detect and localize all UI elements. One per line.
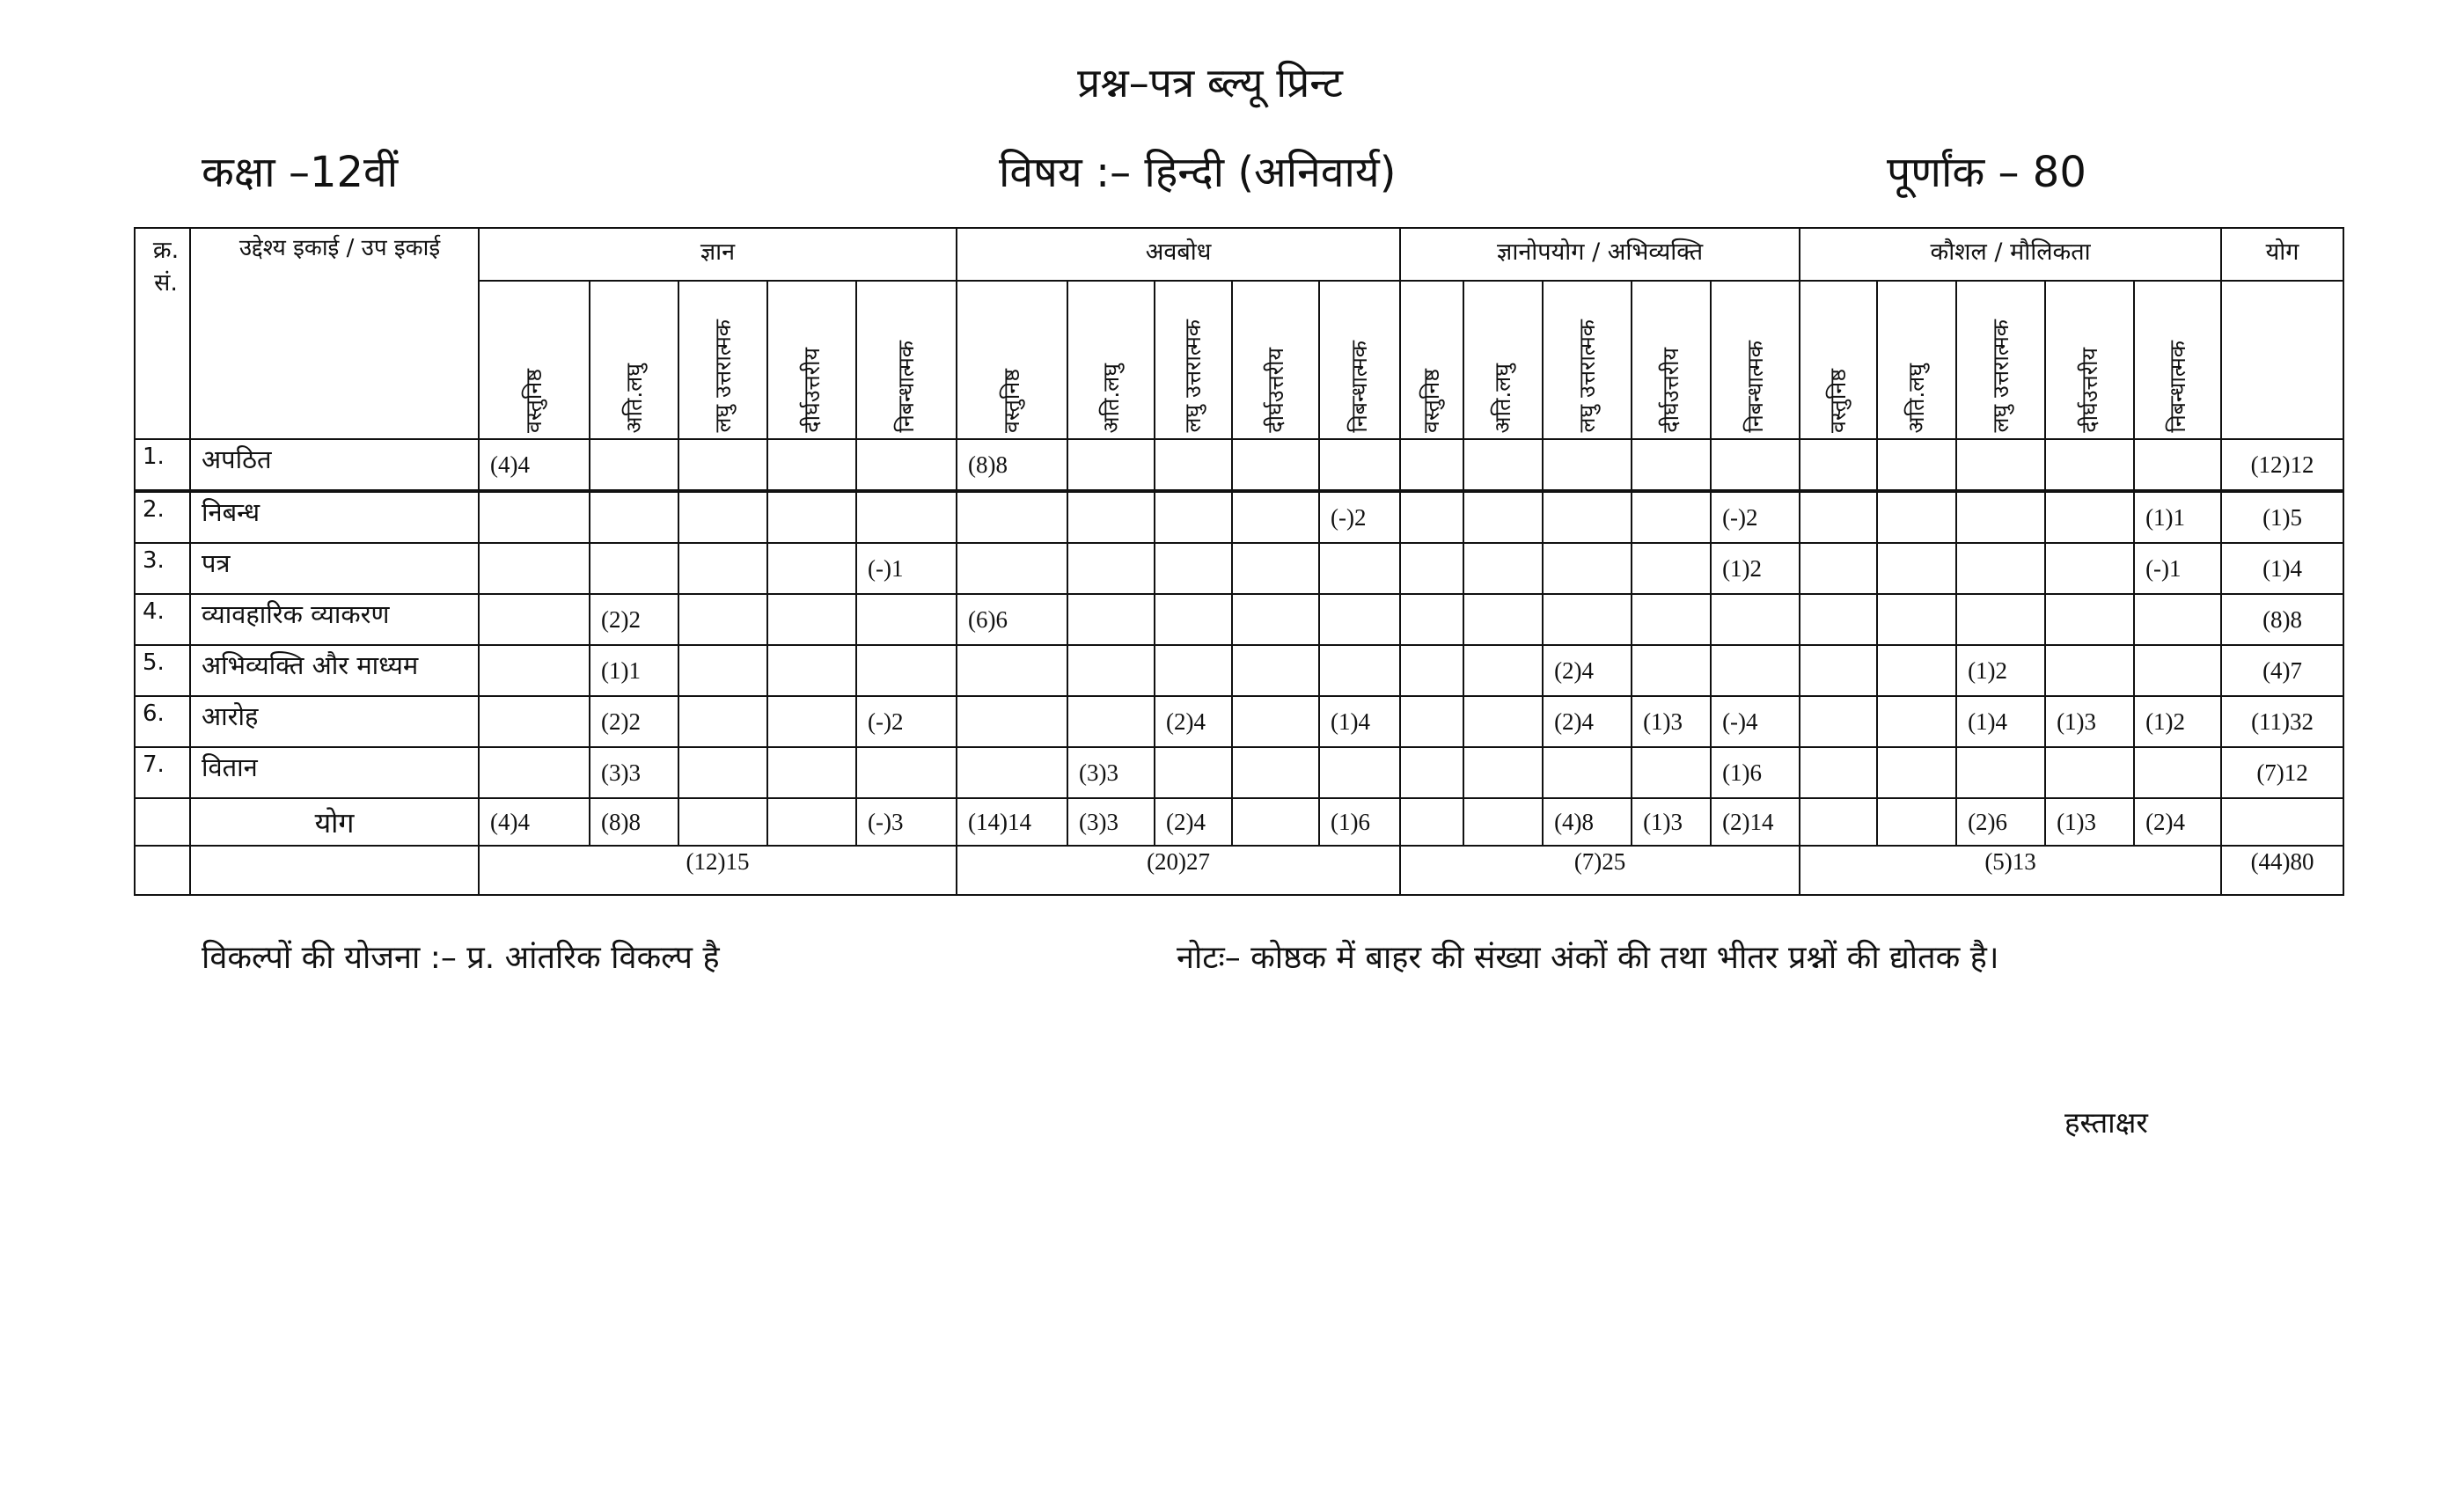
marks-cell: (1)4 — [1319, 696, 1400, 747]
subheader-label: वस्तुनिष्ठ — [999, 369, 1025, 433]
grand-total: (44)80 — [2221, 846, 2343, 895]
marks-cell — [678, 439, 767, 491]
subheader-cell — [1711, 281, 1800, 439]
total-marks-cell: (8)8 — [590, 798, 678, 846]
marks-cell — [1463, 594, 1543, 645]
marks-cell — [1319, 645, 1400, 696]
marks-cell — [479, 747, 590, 798]
subheader-cell — [1877, 281, 1956, 439]
marks-cell — [2045, 645, 2134, 696]
table-row — [135, 747, 2343, 798]
marks-cell: (2)4 — [1543, 645, 1632, 696]
unit-name: अपठित — [190, 439, 479, 491]
subheader-label: अति.लघु — [1490, 363, 1516, 433]
marks-cell — [1800, 645, 1877, 696]
total-subheader-cell — [2221, 281, 2343, 439]
marks-cell: (1)1 — [590, 645, 678, 696]
marks-cell — [2134, 645, 2221, 696]
unit-name: आरोह — [190, 696, 479, 747]
marks-cell — [1232, 645, 1319, 696]
marks-cell — [1067, 696, 1155, 747]
unit-name: निबन्ध — [190, 491, 479, 543]
marks-cell — [1711, 645, 1800, 696]
marks-cell — [1232, 747, 1319, 798]
serial-number: 7. — [135, 747, 190, 798]
marks-cell — [1877, 696, 1956, 747]
total-marks-cell: (2)4 — [1155, 798, 1232, 846]
row-total: (7)12 — [2221, 747, 2343, 798]
total-marks-cell: (4)4 — [479, 798, 590, 846]
marks-cell — [1711, 439, 1800, 491]
marks-cell — [2045, 594, 2134, 645]
marks-cell: (2)4 — [1543, 696, 1632, 747]
marks-cell — [1400, 696, 1463, 747]
marks-cell: (-)1 — [2134, 543, 2221, 594]
marks-cell: (3)3 — [590, 747, 678, 798]
subheader-label: अति.लघु — [1097, 363, 1124, 433]
total-marks-cell — [1800, 798, 1877, 846]
marks-cell — [1877, 543, 1956, 594]
subheader-cell — [1956, 281, 2045, 439]
marks-cell: (1)6 — [1711, 747, 1800, 798]
marks-cell — [678, 696, 767, 747]
table-row — [135, 594, 2343, 645]
empty-cell — [135, 846, 190, 895]
subheader-cell — [1632, 281, 1711, 439]
marks-cell: (1)4 — [1956, 696, 2045, 747]
marks-cell — [957, 491, 1067, 543]
subheader-label: दीर्घउत्तरीय — [2076, 348, 2102, 433]
marks-cell — [1232, 439, 1319, 491]
group-header-avbodh: अवबोध — [957, 228, 1400, 281]
subheader-label: लघु उत्तरात्मक — [1987, 319, 2013, 433]
subheader-cell — [856, 281, 957, 439]
options-scheme: विकल्पों की योजना :– प्र. आंतरिक विकल्प है — [202, 940, 720, 976]
marks-cell — [1463, 491, 1543, 543]
marks-cell: (3)3 — [1067, 747, 1155, 798]
subheader-label: वस्तुनिष्ठ — [521, 369, 546, 433]
marks-cell — [1232, 543, 1319, 594]
subheader-cell — [1155, 281, 1232, 439]
subheader-cell — [1232, 281, 1319, 439]
marks-cell — [590, 439, 678, 491]
marks-cell: (2)2 — [590, 696, 678, 747]
total-marks-cell: (3)3 — [1067, 798, 1155, 846]
row-total: (11)32 — [2221, 696, 2343, 747]
marks-cell — [2134, 439, 2221, 491]
marks-cell — [1632, 491, 1711, 543]
row-total: (4)7 — [2221, 645, 2343, 696]
total-row-label: योग — [190, 798, 479, 846]
blueprint-table — [134, 227, 2344, 896]
row-total: (1)4 — [2221, 543, 2343, 594]
subheader-cell — [678, 281, 767, 439]
marks-cell — [856, 439, 957, 491]
subheader-cell — [1463, 281, 1543, 439]
marks-cell: (1)3 — [1632, 696, 1711, 747]
subheader-label: दीर्घउत्तरीय — [1262, 348, 1288, 433]
marks-cell — [1400, 747, 1463, 798]
subheader-label: लघु उत्तरात्मक — [1180, 319, 1206, 433]
marks-cell — [678, 543, 767, 594]
marks-cell — [1956, 543, 2045, 594]
marks-cell: (1)2 — [1956, 645, 2045, 696]
signature-label: हस्ताक्षर — [2064, 1105, 2148, 1140]
marks-cell — [1956, 594, 2045, 645]
marks-cell — [1067, 543, 1155, 594]
marks-cell — [1067, 491, 1155, 543]
marks-cell — [1155, 747, 1232, 798]
marks-cell: (6)6 — [957, 594, 1067, 645]
marks-cell — [1800, 696, 1877, 747]
total-marks-cell: (1)3 — [1632, 798, 1711, 846]
subject-label: विषय :– हिन्दी (अनिवार्य) — [999, 148, 1397, 197]
marks-cell — [1632, 439, 1711, 491]
marks-cell — [678, 747, 767, 798]
subheader-label: वस्तुनिष्ठ — [1419, 369, 1445, 433]
marks-cell — [1155, 645, 1232, 696]
subheader-label: लघु उत्तरात्मक — [709, 319, 736, 433]
subheader-label: निबन्धात्मक — [1742, 341, 1768, 433]
marks-cell — [1800, 439, 1877, 491]
subheader-label: अति.लघु — [620, 363, 647, 433]
row-total: (12)12 — [2221, 439, 2343, 491]
marks-cell — [1463, 696, 1543, 747]
page-title: प्रश्न–पत्र ब्ल्यू प्रिन्ट — [1077, 59, 1343, 106]
marks-cell — [1463, 439, 1543, 491]
marks-cell — [2134, 747, 2221, 798]
marks-cell — [1400, 439, 1463, 491]
total-marks-cell — [1877, 798, 1956, 846]
marks-cell — [678, 645, 767, 696]
total-serial-empty — [135, 798, 190, 846]
unit-name: वितान — [190, 747, 479, 798]
subheader-cell — [957, 281, 1067, 439]
marks-cell: (-)4 — [1711, 696, 1800, 747]
table-row — [135, 491, 2343, 543]
marks-cell — [1463, 543, 1543, 594]
marks-cell: (1)2 — [2134, 696, 2221, 747]
marks-cell — [1543, 594, 1632, 645]
total-marks-cell: (2)14 — [1711, 798, 1800, 846]
marks-cell — [1463, 747, 1543, 798]
marks-cell — [1543, 747, 1632, 798]
total-marks-cell — [767, 798, 856, 846]
subheader-cell — [1800, 281, 1877, 439]
unit-name: पत्र — [190, 543, 479, 594]
group-header-gyan: ज्ञान — [479, 228, 957, 281]
table-row — [135, 439, 2343, 491]
serial-header: क्र. सं. — [135, 228, 190, 439]
marks-cell: (-)2 — [856, 696, 957, 747]
marks-cell — [2045, 439, 2134, 491]
table-row — [135, 543, 2343, 594]
marks-cell — [590, 543, 678, 594]
marks-cell — [767, 696, 856, 747]
marks-cell — [1800, 594, 1877, 645]
marks-cell — [957, 747, 1067, 798]
subheader-cell — [479, 281, 590, 439]
marks-cell — [1800, 491, 1877, 543]
marks-cell — [479, 543, 590, 594]
serial-number: 4. — [135, 594, 190, 645]
subheader-label: निबन्धात्मक — [2164, 341, 2190, 433]
marks-cell: (1)3 — [2045, 696, 2134, 747]
subheader-cell — [1067, 281, 1155, 439]
marks-cell: (-)2 — [1319, 491, 1400, 543]
marks-cell: (-)2 — [1711, 491, 1800, 543]
marks-cell — [1155, 439, 1232, 491]
marks-cell — [1232, 594, 1319, 645]
marks-cell — [1956, 491, 2045, 543]
total-marks-cell: (-)3 — [856, 798, 957, 846]
marks-cell: (1)1 — [2134, 491, 2221, 543]
note-text: नोटः– कोष्ठक में बाहर की संख्या अंकों की तथा भीतर प्रश्नों की द्योतक है। — [1177, 940, 1999, 976]
marks-cell — [1463, 645, 1543, 696]
marks-cell: (-)1 — [856, 543, 957, 594]
subheader-cell — [1543, 281, 1632, 439]
marks-cell — [767, 645, 856, 696]
marks-cell — [479, 645, 590, 696]
marks-cell — [1956, 439, 2045, 491]
unit-header: उद्देश्य इकाई / उप इकाई — [190, 228, 479, 439]
marks-cell — [856, 645, 957, 696]
empty-cell — [190, 846, 479, 895]
total-marks-cell: (2)4 — [2134, 798, 2221, 846]
marks-cell — [1067, 645, 1155, 696]
marks-cell — [1319, 747, 1400, 798]
table-row — [135, 645, 2343, 696]
total-marks-cell — [678, 798, 767, 846]
marks-cell — [1877, 594, 1956, 645]
total-marks-cell: (2)6 — [1956, 798, 2045, 846]
marks-cell — [1632, 543, 1711, 594]
subheader-label: वस्तुनिष्ठ — [1825, 369, 1852, 433]
unit-name: अभिव्यक्ति और माध्यम — [190, 645, 479, 696]
group-header-row — [135, 228, 2343, 281]
marks-cell — [2045, 491, 2134, 543]
marks-cell — [1543, 439, 1632, 491]
total-header: योग — [2221, 228, 2343, 281]
group-total: (20)27 — [957, 846, 1400, 895]
marks-cell — [957, 645, 1067, 696]
marks-cell — [1400, 645, 1463, 696]
marks-cell — [767, 594, 856, 645]
marks-cell — [767, 747, 856, 798]
serial-number: 2. — [135, 491, 190, 543]
marks-cell — [678, 491, 767, 543]
marks-cell — [1067, 594, 1155, 645]
marks-cell — [1632, 747, 1711, 798]
unit-name: व्यावहारिक व्याकरण — [190, 594, 479, 645]
marks-cell — [1400, 491, 1463, 543]
group-header-gyanopyog: ज्ञानोपयोग / अभिव्यक्ति — [1400, 228, 1800, 281]
subheader-cell — [2134, 281, 2221, 439]
total-marks-cell — [1400, 798, 1463, 846]
marks-cell — [1543, 543, 1632, 594]
marks-cell — [1319, 439, 1400, 491]
marks-cell — [1155, 491, 1232, 543]
marks-cell — [1877, 747, 1956, 798]
marks-cell: (2)2 — [590, 594, 678, 645]
marks-cell: (4)4 — [479, 439, 590, 491]
serial-number: 1. — [135, 439, 190, 491]
subheader-cell — [767, 281, 856, 439]
total-marks-cell — [2221, 798, 2343, 846]
marks-cell — [1232, 491, 1319, 543]
subheader-cell — [2045, 281, 2134, 439]
marks-cell — [1067, 439, 1155, 491]
subheader-cell — [1319, 281, 1400, 439]
marks-cell — [1155, 543, 1232, 594]
marks-cell — [2045, 543, 2134, 594]
marks-cell — [678, 594, 767, 645]
marks-cell: (1)2 — [1711, 543, 1800, 594]
serial-number: 6. — [135, 696, 190, 747]
marks-cell — [957, 696, 1067, 747]
marks-cell — [1632, 594, 1711, 645]
marks-cell — [590, 491, 678, 543]
group-total: (7)25 — [1400, 846, 1800, 895]
marks-cell: (8)8 — [957, 439, 1067, 491]
marks-cell — [1632, 645, 1711, 696]
marks-cell — [1155, 594, 1232, 645]
total-marks-cell — [1232, 798, 1319, 846]
marks-cell — [767, 543, 856, 594]
group-header-kaushal: कौशल / मौलिकता — [1800, 228, 2221, 281]
group-total: (12)15 — [479, 846, 957, 895]
marks-cell — [767, 491, 856, 543]
subheader-label: दीर्घउत्तरीय — [798, 348, 825, 433]
subheader-label: निबन्धात्मक — [893, 341, 920, 433]
subheader-cell — [1400, 281, 1463, 439]
marks-cell — [1877, 439, 1956, 491]
group-total: (5)13 — [1800, 846, 2221, 895]
total-marks-cell: (14)14 — [957, 798, 1067, 846]
max-marks-label: पूर्णांक – 80 — [1887, 148, 2086, 197]
marks-cell — [1400, 594, 1463, 645]
total-marks-cell — [1463, 798, 1543, 846]
subheader-label: अति.लघु — [1903, 363, 1930, 433]
marks-cell — [1319, 543, 1400, 594]
group-total-row — [135, 846, 2343, 895]
total-row — [135, 798, 2343, 846]
marks-cell — [479, 696, 590, 747]
marks-cell — [856, 594, 957, 645]
marks-cell — [479, 594, 590, 645]
marks-cell — [1319, 594, 1400, 645]
serial-number: 3. — [135, 543, 190, 594]
marks-cell — [1800, 747, 1877, 798]
total-marks-cell: (4)8 — [1543, 798, 1632, 846]
marks-cell — [1877, 645, 1956, 696]
marks-cell — [1800, 543, 1877, 594]
subheader-label: निबन्धात्मक — [1346, 341, 1373, 433]
row-total: (1)5 — [2221, 491, 2343, 543]
marks-cell — [1543, 491, 1632, 543]
marks-cell — [767, 439, 856, 491]
marks-cell — [1232, 696, 1319, 747]
marks-cell — [1956, 747, 2045, 798]
marks-cell — [2045, 747, 2134, 798]
marks-cell: (2)4 — [1155, 696, 1232, 747]
marks-cell — [2134, 594, 2221, 645]
total-marks-cell: (1)6 — [1319, 798, 1400, 846]
marks-cell — [856, 747, 957, 798]
subheader-cell — [590, 281, 678, 439]
class-label: कक्षा –12वीं — [202, 148, 399, 197]
marks-cell — [1400, 543, 1463, 594]
marks-cell — [479, 491, 590, 543]
serial-number: 5. — [135, 645, 190, 696]
marks-cell — [856, 491, 957, 543]
total-marks-cell: (1)3 — [2045, 798, 2134, 846]
marks-cell — [1711, 594, 1800, 645]
table-row — [135, 696, 2343, 747]
subheader-label: लघु उत्तरात्मक — [1573, 319, 1600, 433]
marks-cell — [957, 543, 1067, 594]
marks-cell — [1877, 491, 1956, 543]
subheader-label: दीर्घउत्तरीय — [1658, 348, 1684, 433]
row-total: (8)8 — [2221, 594, 2343, 645]
